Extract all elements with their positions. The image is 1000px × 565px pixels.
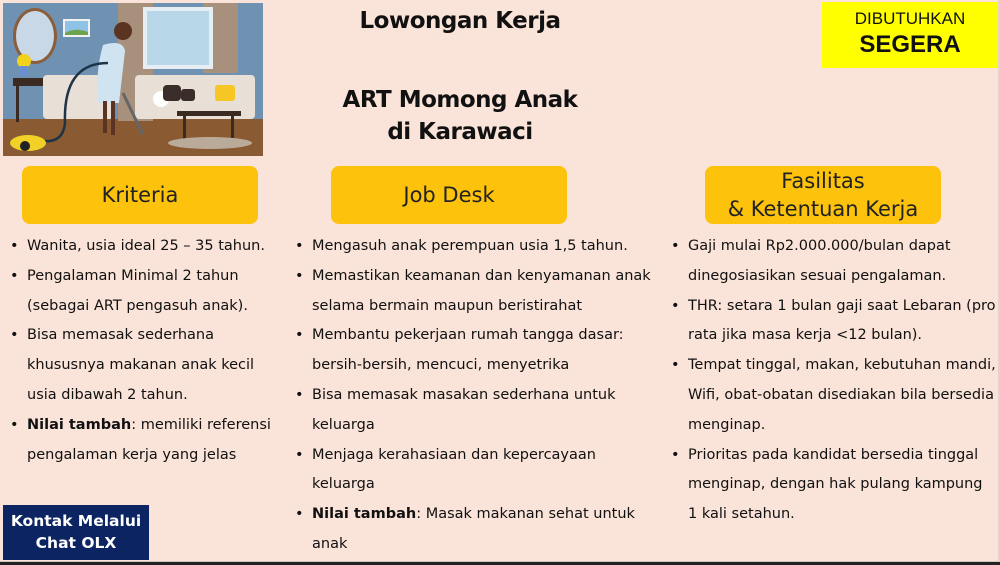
contact-olx-button[interactable] [3, 505, 149, 560]
list-item: • Membantu pekerjaan rumah tangga dasar: bersih-bersih, mencuci, menyetrika [295, 321, 655, 381]
urgent-badge [822, 2, 998, 68]
position-line-1: ART Momong Anak [342, 87, 578, 113]
kriteria-list [10, 232, 280, 470]
list-item: • THR: setara 1 bulan gaji saat Lebaran (pro rata jika masa kerja <12 bulan). [671, 292, 996, 352]
fasilitas-list [671, 232, 996, 530]
list-item: • Nilai tambah: Masak makanan sehat untuk anak [295, 500, 655, 560]
maid-vacuuming-illustration [3, 3, 263, 156]
list-item: • Prioritas pada kandidat bersedia tinggal menginap, dengan hak pulang kampung 1 kali setahun. [671, 441, 996, 530]
section-header-kriteria: Kriteria [22, 166, 258, 224]
contact-line-1: Kontak Melalui [10, 512, 142, 530]
urgent-badge-line-2: SEGERA [859, 31, 961, 58]
list-item: • Nilai tambah: memiliki referensi pengalaman kerja yang jelas [10, 411, 280, 471]
list-item: • Tempat tinggal, makan, kebutuhan mandi, Wifi, obat-obatan disediakan bila bersedia menginap. [671, 351, 996, 440]
list-item: • Bisa memasak sederhana khususnya makanan anak kecil usia dibawah 2 tahun. [10, 321, 280, 410]
list-item: • Menjaga kerahasiaan dan kepercayaan keluarga [295, 441, 655, 501]
urgent-badge-line-1: DIBUTUHKAN [854, 9, 966, 28]
contact-line-2: Chat OLX [35, 534, 117, 552]
illustration-image [3, 3, 263, 156]
job-desk-list [295, 232, 655, 560]
section-header-job-desk: Job Desk [331, 166, 567, 224]
fasilitas-heading-line-2: & Ketentuan Kerja [727, 197, 919, 221]
fasilitas-heading-line-1: Fasilitas [781, 169, 865, 193]
position-line-2: di Karawaci [387, 119, 533, 145]
list-item: • Memastikan keamanan dan kenyamanan anak selama bermain maupun beristirahat [295, 262, 655, 322]
position-title [300, 84, 620, 148]
list-item: • Wanita, usia ideal 25 – 35 tahun. [10, 232, 280, 262]
list-item: • Mengasuh anak perempuan usia 1,5 tahun. [295, 232, 655, 262]
section-header-fasilitas [705, 166, 941, 224]
list-item: • Pengalaman Minimal 2 tahun (sebagai ART pengasuh anak). [10, 262, 280, 322]
list-item: • Bisa memasak masakan sederhana untuk keluarga [295, 381, 655, 441]
poster-title: Lowongan Kerja [359, 8, 561, 34]
list-item: • Gaji mulai Rp2.000.000/bulan dapat dinegosiasikan sesuai pengalaman. [671, 232, 996, 292]
